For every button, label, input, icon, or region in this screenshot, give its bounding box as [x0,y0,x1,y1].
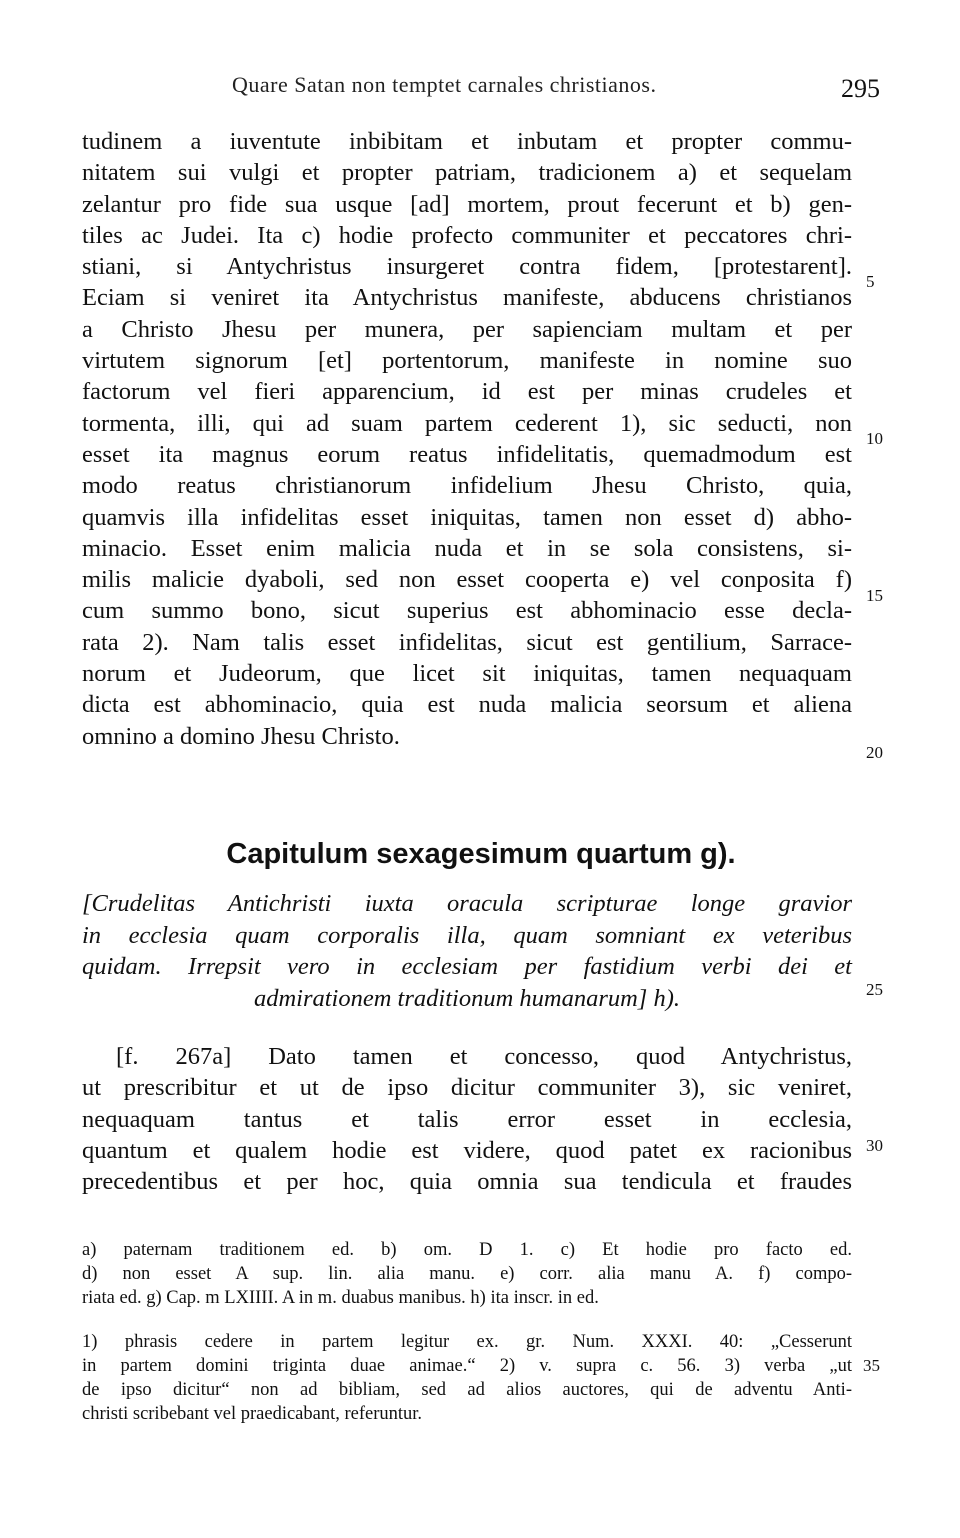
text-line: cum summo bono, sicut superius est abhominacio esse decla- [82,597,852,625]
footnote-line: riata ed. g) Cap. m LXIIII. A in m. duabus manibus. h) ita inscr. in ed. [82,1288,599,1308]
summary-line: in ecclesia quam corporalis illa, quam somniant ex veteribus [82,921,852,949]
text-line: esset ita magnus eorum reatus infidelitatis, quemadmodum est [82,440,852,468]
chapter-title: Capitulum sexagesimum quartum g). [226,838,736,870]
main-text-block [82,126,852,752]
footnote-line: a) paternam traditionem ed. b) om. D 1. c) Et hodie pro facto ed. [82,1240,852,1260]
text-line: milis malicie dyaboli, sed non esset cooperta e) vel conposita f) [82,566,852,594]
line-number: 35 [863,1356,880,1375]
text-line: rata 2). Nam talis esset infidelitas, sicut est gentilium, Sarrace- [82,628,852,656]
chapter-summary [82,888,852,1014]
text-line: quantum et qualem hodie est videre, quod patet ex racionibus [82,1136,852,1164]
text-line: a Christo Jhesu per munera, per sapienciam multam et per [82,315,852,343]
line-number: 5 [866,272,875,291]
critical-apparatus [82,1238,852,1310]
text-line: norum et Judeorum, que licet sit iniquitas, tamen nequaquam [82,660,852,688]
text-line: zelantur pro fide sua usque [ad] mortem, prout fecerunt et b) gen- [82,190,852,218]
summary-line: quidam. Irrepsit vero in ecclesiam per fastidium verbi dei et [82,953,852,980]
summary-line: admirationem traditionum humanarum] h). [253,984,681,1012]
line-number: 10 [866,429,883,448]
line-number: 15 [866,586,883,605]
main-text-block-continued [82,1041,852,1197]
text-line: tormenta, illi, qui ad suam partem cederent 1), sic seducti, non [82,409,852,437]
text-line: dicta est abhominacio, quia est nuda malicia seorsum et aliena [82,691,852,719]
text-line: precedentibus et per hoc, quia omnia sua tendicula et fraudes [82,1168,852,1196]
text-line: modo reatus christianorum infidelium Jhesu Christo, quia, [82,472,852,500]
text-line: nitatem sui vulgi et propter patriam, tradicionem a) et sequelam [82,159,852,187]
text-line: factorum vel fieri apparencium, id est per minas crudeles et [82,378,852,406]
text-line: stiani, si Antychristus insurgeret contra fidem, [protestarent]. [82,253,852,281]
source-notes [82,1330,852,1426]
text-line: omnino a domino Jhesu Christo. [82,722,400,750]
running-title: Quare Satan non temptet carnales christianos. [232,72,657,97]
summary-line: [Crudelitas Antichristi iuxta oracula scripturae longe gravior [82,890,852,917]
text-line: nequaquam tantus et talis error esset in ecclesia, [82,1105,852,1133]
text-line: virtutem signorum [et] portentorum, manifeste in nomine suo [82,347,852,375]
running-head [82,72,880,108]
text-line: tudinem a iuventute inbibitam et inbutam et propter commu- [82,128,852,155]
text-line: [f. 267a] Dato tamen et concesso, quod Antychristus, [116,1043,852,1070]
footnotes [82,1238,880,1426]
line-number: 25 [866,980,883,999]
page-number: 295 [841,74,880,103]
footnote-line: 1) phrasis cedere in partem legitur ex. gr. Num. XXXI. 40: „Cesserunt [82,1332,852,1352]
text-line: ut prescribitur et ut de ipso dicitur communiter 3), sic veniret, [82,1074,852,1102]
footnote-line: de ipso dicitur“ non ad bibliam, sed ad alios auctores, qui de adventu Anti- [82,1380,852,1400]
text-line: quamvis illa infidelitas esset iniquitas, tamen non esset d) abho- [82,503,852,531]
footnote-line: in partem domini triginta duae animae.“ 2) v. supra c. 56. 3) verba „ut [82,1356,852,1376]
line-number: 20 [866,743,883,762]
footnote-line: d) non esset A sup. lin. alia manu. e) corr. alia manu A. f) compo- [82,1264,852,1284]
text-line: minacio. Esset enim malicia nuda et in se sola consistens, si- [82,534,852,562]
footnote-line: christi scribebant vel praedicabant, referuntur. [82,1404,423,1424]
text-line: Eciam si veniret ita Antychristus manifeste, abducens christianos [82,284,852,312]
line-number: 30 [866,1136,883,1155]
text-line: tiles ac Judei. Ita c) hodie profecto communiter et peccatores chri- [82,221,852,249]
